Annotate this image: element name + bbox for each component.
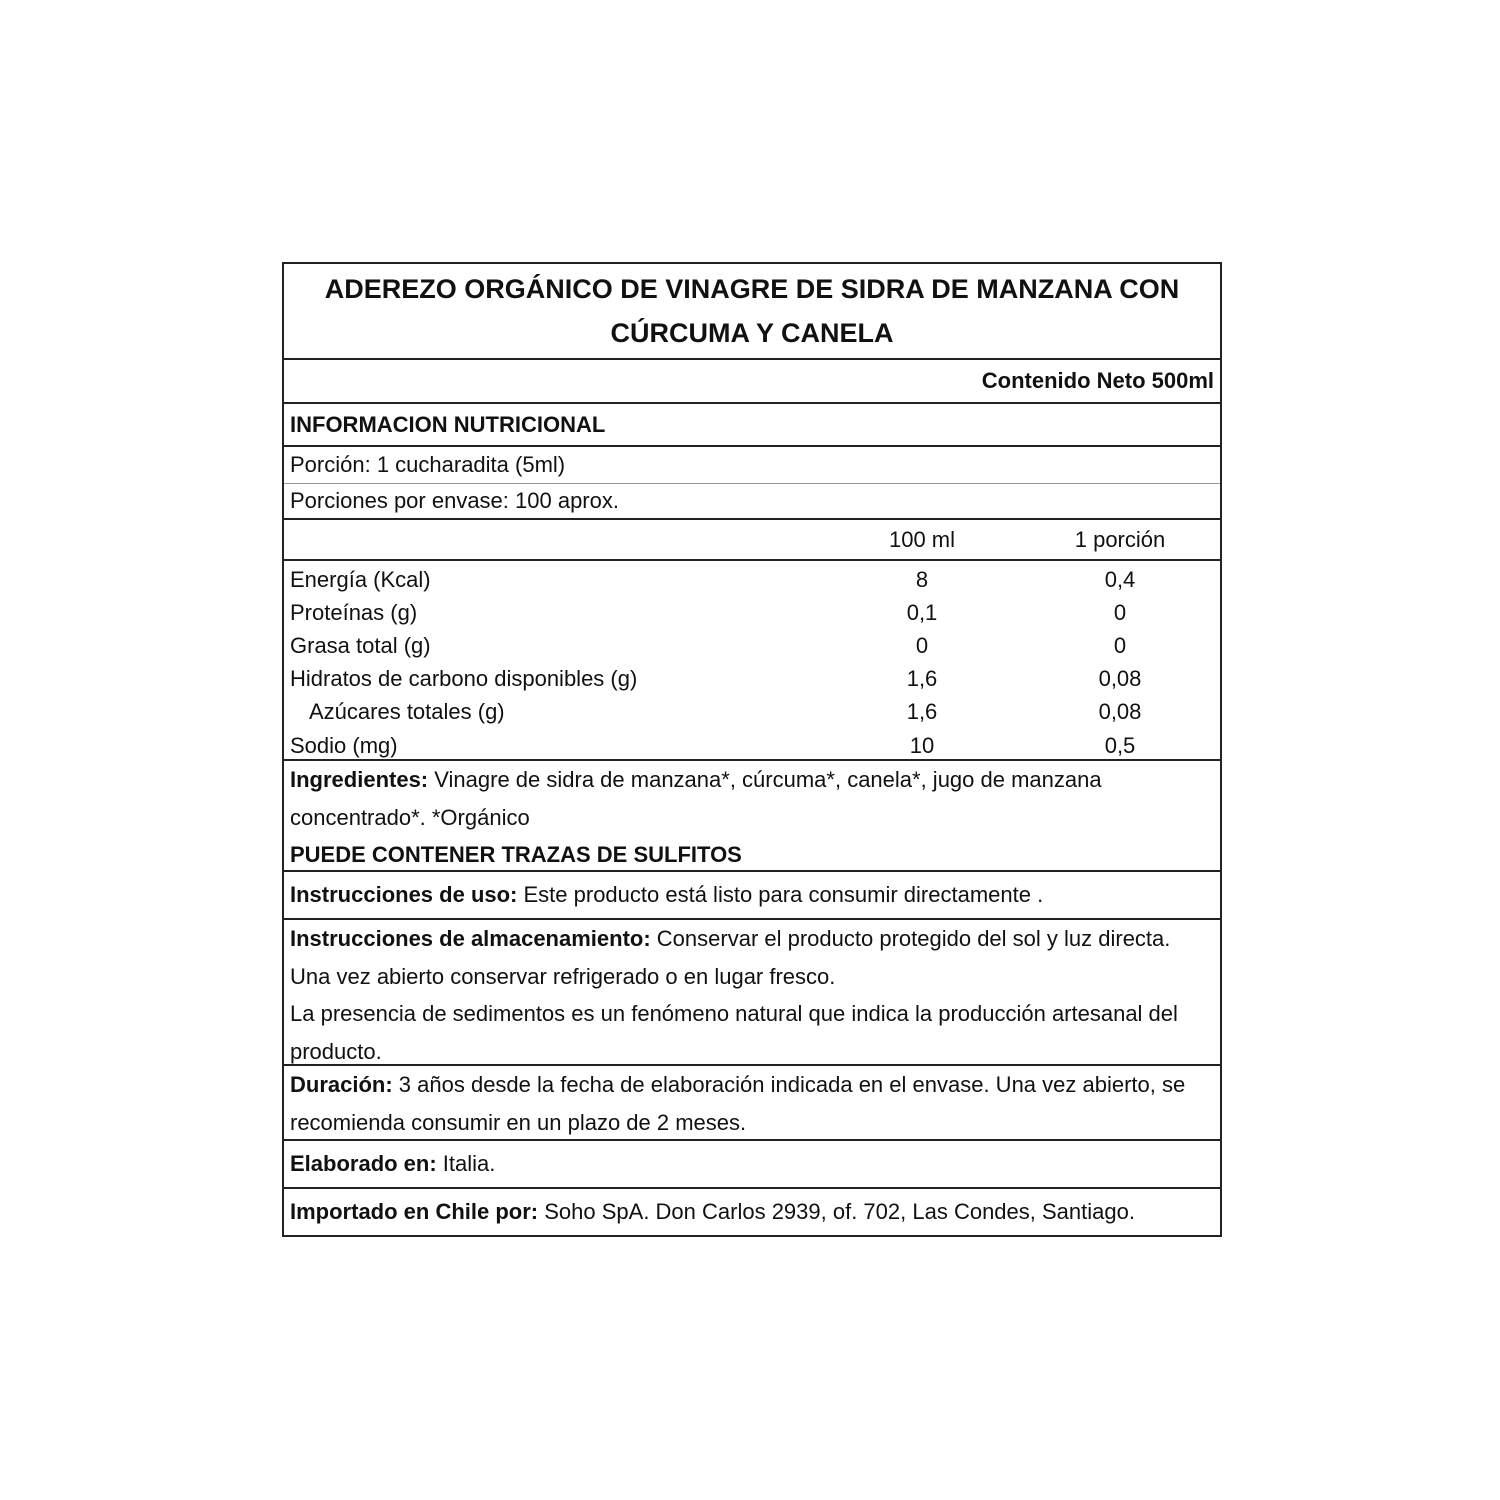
ingredients-section — [284, 761, 1220, 872]
nutrition-column-headers — [284, 520, 1220, 561]
importer-text: Soho SpA. Don Carlos 2939, of. 702, Las Condes, Santiago. — [538, 1199, 1135, 1224]
nutrient-name: Proteínas (g) — [290, 599, 418, 625]
product-title — [284, 264, 1220, 360]
nutrient-name: Energía (Kcal) — [290, 566, 431, 592]
product-title-line2: CÚRCUMA Y CANELA — [610, 318, 894, 348]
nutrient-per-100ml: 1,6 — [906, 666, 938, 692]
importer-label: Importado en Chile por: — [290, 1199, 539, 1224]
made-in-section — [284, 1141, 1220, 1189]
nutrient-name: Azúcares totales (g) — [309, 699, 505, 725]
table-row — [284, 563, 1220, 596]
nutrient-per-100ml: 0 — [915, 632, 929, 658]
allergen-warning: PUEDE CONTENER TRAZAS DE SULFITOS — [290, 842, 742, 867]
nutrient-name: Grasa total (g) — [290, 632, 431, 658]
storage-note: La presencia de sedimentos es un fenómeno natural que indica la producción artesanal del producto. — [290, 1001, 1178, 1064]
nutrient-name: Hidratos de carbono disponibles (g) — [290, 666, 638, 692]
nutrient-per-100ml: 8 — [915, 566, 929, 592]
nutrient-per-portion: 0,5 — [1104, 732, 1136, 758]
column-header-portion: 1 porción — [1074, 526, 1166, 552]
made-in-text: Italia. — [436, 1151, 496, 1176]
storage-label: Instrucciones de almacenamiento: — [290, 926, 651, 951]
nutrient-name: Sodio (mg) — [290, 732, 398, 758]
nutrient-per-portion: 0 — [1113, 599, 1127, 625]
duration-label: Duración: — [290, 1072, 393, 1097]
storage-section — [284, 920, 1220, 1066]
nutrient-per-100ml: 1,6 — [906, 699, 938, 725]
usage-text: Este producto está listo para consumir directamente . — [517, 882, 1044, 907]
nutrition-heading: INFORMACION NUTRICIONAL — [284, 404, 1220, 447]
table-row — [284, 596, 1220, 629]
portion-size: Porción: 1 cucharadita (5ml) — [284, 447, 1220, 484]
product-title-line1: ADEREZO ORGÁNICO DE VINAGRE DE SIDRA DE MANZANA CON — [324, 274, 1180, 304]
usage-label: Instrucciones de uso: — [290, 882, 518, 907]
net-content: Contenido Neto 500ml — [284, 360, 1220, 404]
nutrient-per-100ml: 0,1 — [906, 599, 938, 625]
ingredients-text: Vinagre de sidra de manzana*, cúrcuma*, canela*, jugo de manzana concentrado*. *Orgánico — [290, 767, 1102, 830]
nutrient-per-portion: 0 — [1113, 632, 1127, 658]
nutrition-label — [282, 262, 1222, 1237]
nutrient-per-portion: 0,4 — [1104, 566, 1136, 592]
duration-text: 3 años desde la fecha de elaboración indicada en el envase. Una vez abierto, se recomienda consumir en un plazo de 2 meses. — [290, 1072, 1186, 1135]
usage-section — [284, 872, 1220, 920]
nutrient-per-100ml: 10 — [909, 732, 935, 758]
ingredients-label: Ingredientes: — [290, 767, 429, 792]
column-header-100ml: 100 ml — [888, 526, 956, 552]
importer-section — [284, 1189, 1220, 1235]
storage-text: Conservar el producto protegido del sol y luz directa. Una vez abierto conservar refrigerado o en lugar fresco. — [290, 926, 1171, 989]
table-row — [284, 663, 1220, 696]
table-row — [284, 629, 1220, 662]
nutrition-table — [284, 561, 1220, 761]
nutrient-per-portion: 0,08 — [1098, 699, 1142, 725]
table-row — [284, 729, 1220, 762]
nutrient-per-portion: 0,08 — [1098, 666, 1142, 692]
duration-section — [284, 1066, 1220, 1141]
table-row — [284, 696, 1220, 729]
servings-per-container: Porciones por envase: 100 aprox. — [284, 484, 1220, 520]
made-in-label: Elaborado en: — [290, 1151, 437, 1176]
